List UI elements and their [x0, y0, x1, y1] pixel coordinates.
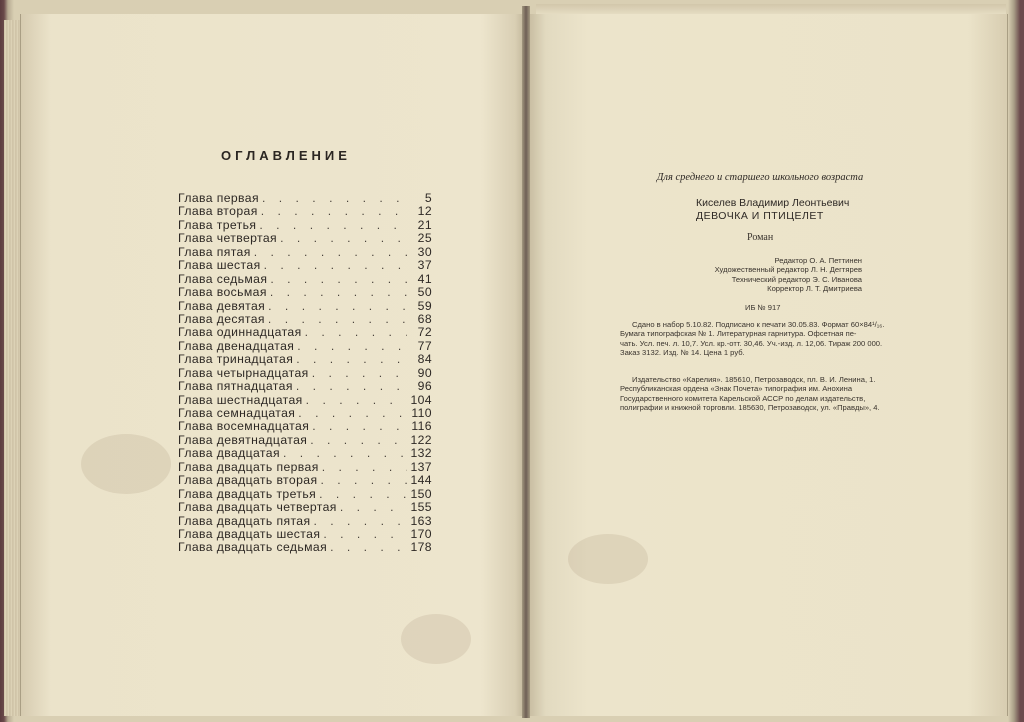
toc-entry	[178, 232, 432, 245]
toc-entry-page: 163	[410, 513, 432, 528]
toc-leader-dots	[340, 501, 407, 514]
toc-entry-page: 68	[417, 311, 432, 326]
toc-entry-title: Глава двадцать вторая	[178, 473, 318, 488]
toc-leader-dots	[259, 219, 407, 232]
toc-entry-page: 110	[411, 406, 432, 420]
toc-entry-page: 170	[410, 526, 432, 541]
toc-entry-title: Глава первая	[178, 191, 259, 205]
toc-leader-dots	[262, 192, 407, 205]
toc-entry	[178, 192, 432, 205]
toc-leader-dots	[330, 541, 407, 554]
toc-leader-dots	[306, 394, 407, 407]
page-edges	[4, 20, 20, 716]
print-info-line: чать. Усл. печ. л. 10,7. Усл. кр.-отт. 30,46. Уч.-изд. л. 12,06. Тираж 200 000.	[620, 338, 883, 348]
toc-entry-page: 132	[410, 446, 432, 461]
toc-entry-page: 90	[417, 365, 432, 380]
toc-entry	[178, 447, 432, 460]
toc-entry-title: Глава вторая	[178, 204, 258, 219]
toc-entry-page: 12	[417, 204, 432, 219]
toc-entry	[178, 246, 432, 259]
print-info	[620, 320, 900, 358]
toc-entry	[178, 313, 432, 326]
toc-entry	[178, 259, 432, 272]
toc-entry	[178, 541, 432, 554]
toc-entry	[178, 286, 432, 299]
author-name: Киселев Владимир Леонтьевич	[696, 197, 850, 209]
toc-entry	[178, 394, 432, 407]
toc-entry-page: 155	[410, 500, 432, 515]
toc-entry-title: Глава двадцать третья	[178, 486, 317, 501]
toc-entry-page: 41	[417, 271, 432, 286]
toc-entry	[178, 273, 432, 286]
toc-leader-dots	[312, 420, 407, 433]
toc-entry	[178, 340, 432, 353]
toc-entry-page: 77	[417, 338, 432, 353]
publisher-line: Государственного комитета Карельской АССР по делам издательств,	[620, 393, 866, 403]
toc-leader-dots	[323, 528, 407, 541]
toc-leader-dots	[320, 474, 407, 487]
toc-entry	[178, 434, 432, 447]
toc-entry	[178, 461, 432, 474]
audience-note: Для среднего и старшего школьного возраста	[656, 172, 864, 183]
toc-entry-title: Глава четырнадцатая	[178, 365, 309, 380]
credit-line: Художественный редактор Л. Н. Дегтярев	[714, 265, 862, 275]
credit-line: Технический редактор Э. С. Иванова	[731, 274, 862, 284]
toc-entry-title: Глава пятая	[178, 244, 251, 259]
toc-entry-page: 59	[417, 298, 432, 313]
toc-entry-title: Глава пятнадцатая	[178, 379, 293, 394]
toc-entry	[178, 300, 432, 313]
toc-entry	[178, 326, 432, 339]
toc-leader-dots	[298, 407, 407, 420]
toc-entry-title: Глава восьмая	[178, 285, 267, 300]
print-info-line: Сдано в набор 5.10.82. Подписано к печати 30.05.83. Формат 60×84¹/₁₆.	[632, 320, 885, 329]
toc-title: ОГЛАВЛЕНИЕ	[221, 148, 351, 163]
page-top-edge	[536, 4, 1006, 14]
toc-entry	[178, 488, 432, 501]
toc-entry-title: Глава двенадцатая	[178, 338, 295, 353]
toc-leader-dots	[319, 488, 407, 501]
toc-entry-title: Глава третья	[178, 217, 257, 232]
toc-leader-dots	[254, 246, 407, 259]
toc-leader-dots	[310, 434, 407, 447]
toc-entry-page: 150	[410, 486, 432, 501]
toc-entry-page: 21	[417, 217, 432, 232]
toc-entry	[178, 367, 432, 380]
toc-list	[178, 192, 432, 555]
editorial-credits	[640, 256, 862, 293]
toc-leader-dots	[313, 515, 407, 528]
ib-number: ИБ № 917	[745, 303, 781, 312]
toc-entry-page: 116	[411, 419, 432, 434]
book-gutter	[522, 6, 530, 718]
credit-line: Корректор Л. Т. Дмитриева	[767, 283, 862, 293]
toc-entry-page: 30	[417, 244, 432, 259]
toc-leader-dots	[312, 367, 407, 380]
toc-leader-dots	[268, 300, 407, 313]
toc-leader-dots	[270, 273, 407, 286]
toc-leader-dots	[296, 353, 407, 366]
toc-leader-dots	[270, 286, 407, 299]
toc-entry-title: Глава шестнадцатая	[178, 392, 303, 407]
toc-entry-title: Глава двадцатая	[178, 446, 280, 461]
toc-entry-page: 137	[410, 459, 432, 474]
toc-entry-page: 37	[417, 258, 432, 273]
toc-leader-dots	[305, 326, 407, 339]
publisher-info	[620, 375, 920, 413]
toc-entry-page: 96	[417, 379, 432, 394]
toc-leader-dots	[268, 313, 407, 326]
toc-entry-title: Глава одиннадцатая	[178, 325, 302, 340]
toc-entry-title: Глава двадцать пятая	[178, 513, 311, 528]
toc-entry-page: 50	[417, 285, 432, 300]
toc-entry-page: 5	[424, 191, 432, 205]
toc-entry-page: 72	[417, 325, 432, 340]
credit-line: Редактор О. А. Петтинен	[774, 256, 862, 265]
toc-entry-title: Глава седьмая	[178, 271, 268, 286]
toc-entry-title: Глава девятнадцатая	[178, 432, 308, 447]
toc-entry	[178, 353, 432, 366]
toc-leader-dots	[264, 259, 407, 272]
print-info-line: Бумага типографская № 1. Литературная гарнитура. Офсетная пе-	[620, 329, 857, 339]
toc-leader-dots	[283, 447, 407, 460]
toc-entry-title: Глава восемнадцатая	[178, 419, 310, 434]
right-page	[528, 14, 1008, 716]
toc-entry	[178, 380, 432, 393]
toc-entry-page: 144	[410, 473, 432, 488]
toc-leader-dots	[322, 461, 407, 474]
toc-entry-title: Глава тринадцатая	[178, 352, 294, 367]
book-title: ДЕВОЧКА И ПТИЦЕЛЕТ	[696, 210, 824, 222]
toc-entry-title: Глава двадцать четвертая	[178, 500, 337, 515]
toc-entry-page: 25	[417, 231, 432, 246]
toc-entry-page: 104	[410, 392, 432, 407]
toc-leader-dots	[261, 205, 407, 218]
toc-entry-title: Глава десятая	[178, 311, 265, 326]
toc-entry	[178, 528, 432, 541]
publisher-line: Издательство «Карелия». 185610, Петрозаводск, пл. В. И. Ленина, 1.	[632, 375, 876, 384]
toc-leader-dots	[296, 380, 407, 393]
toc-entry	[178, 474, 432, 487]
toc-entry-page: 122	[410, 432, 432, 447]
toc-entry-page: 178	[410, 540, 432, 555]
toc-leader-dots	[297, 340, 407, 353]
toc-leader-dots	[280, 232, 407, 245]
toc-entry	[178, 420, 432, 433]
toc-entry-title: Глава семнадцатая	[178, 406, 296, 420]
toc-entry-page: 84	[417, 352, 432, 367]
toc-entry	[178, 219, 432, 232]
toc-entry	[178, 515, 432, 528]
toc-entry	[178, 501, 432, 514]
toc-entry-title: Глава шестая	[178, 258, 261, 273]
publisher-line: Республиканская ордена «Знак Почета» типография им. Анохина	[620, 384, 853, 394]
print-info-line: Заказ 3132. Изд. № 14. Цена 1 руб.	[620, 348, 745, 358]
toc-entry-title: Глава двадцать шестая	[178, 526, 321, 541]
publisher-line: полиграфии и книжной торговли. 185630, Петрозаводск, ул. «Правды», 4.	[620, 403, 880, 413]
toc-entry-title: Глава четвертая	[178, 231, 278, 246]
toc-entry-title: Глава девятая	[178, 298, 266, 313]
genre-label: Роман	[747, 232, 774, 243]
toc-entry-title: Глава двадцать седьмая	[178, 540, 328, 555]
toc-entry-title: Глава двадцать первая	[178, 459, 319, 474]
toc-entry	[178, 205, 432, 218]
toc-entry	[178, 407, 432, 420]
